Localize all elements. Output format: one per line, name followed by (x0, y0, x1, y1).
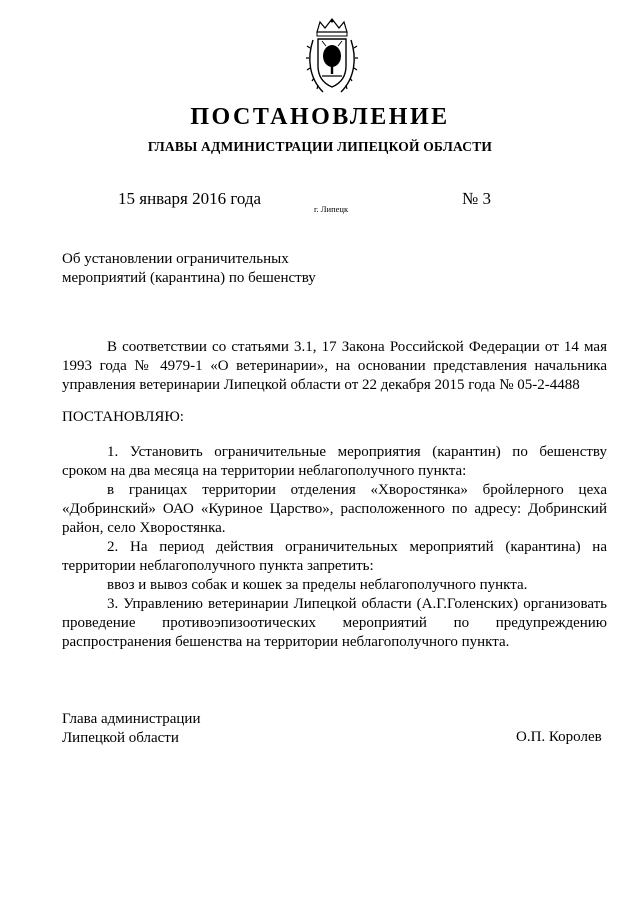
coat-of-arms-icon (305, 18, 359, 96)
document-city: г. Липецк (314, 204, 349, 214)
signature-position-line: Глава администрации (62, 711, 201, 727)
item-2-sub: ввоз и вывоз собак и кошек за пределы неблагополучного пункта. (107, 577, 528, 593)
document-title: ПОСТАНОВЛЕНИЕ (190, 104, 450, 130)
resolve-heading: ПОСТАНОВЛЯЮ: (62, 409, 184, 425)
signature-position (62, 710, 200, 748)
item-3: 3. Управлению ветеринарии Липецкой области (А.Г.Голенских) организовать проведение противоэпизоотических мероприятий по предупреждению распространения бешенства на территории неблагополучного пункта. (62, 596, 607, 650)
document-subject (62, 250, 362, 288)
item-2: 2. На период действия ограничительных мероприятий (карантина) на территории неблагополучного пункта запретить: (62, 539, 607, 574)
signature-position-line: Липецкой области (62, 730, 179, 746)
signature-name: О.П. Королев (516, 729, 602, 745)
subject-line: Об установлении ограничительных (62, 251, 289, 267)
resolution-items (62, 443, 607, 652)
subject-line: мероприятий (карантина) по бешенству (62, 270, 316, 286)
item-1-sub: в границах территории отделения «Хворостянка» бройлерного цеха «Добринский» ОАО «Куриное Царство», расположенного по адресу: Добринский район, село Хворостянка. (62, 482, 607, 536)
item-1: 1. Установить ограничительные мероприятия (карантин) по бешенству сроком на два месяца на территории неблагополучного пункта: (62, 444, 607, 479)
preamble-paragraph: В соответствии со статьями 3.1, 17 Закона Российской Федерации от 14 мая 1993 года № 4979-1 «О ветеринарии», на основании представления начальника управления ветеринарии Липецкой области от 22 декабря 2015 года № 05-2-4488 (62, 339, 607, 393)
document-number: № 3 (462, 189, 491, 208)
document-subtitle: ГЛАВЫ АДМИНИСТРАЦИИ ЛИПЕЦКОЙ ОБЛАСТИ (147, 139, 493, 154)
document-date: 15 января 2016 года (118, 189, 262, 208)
